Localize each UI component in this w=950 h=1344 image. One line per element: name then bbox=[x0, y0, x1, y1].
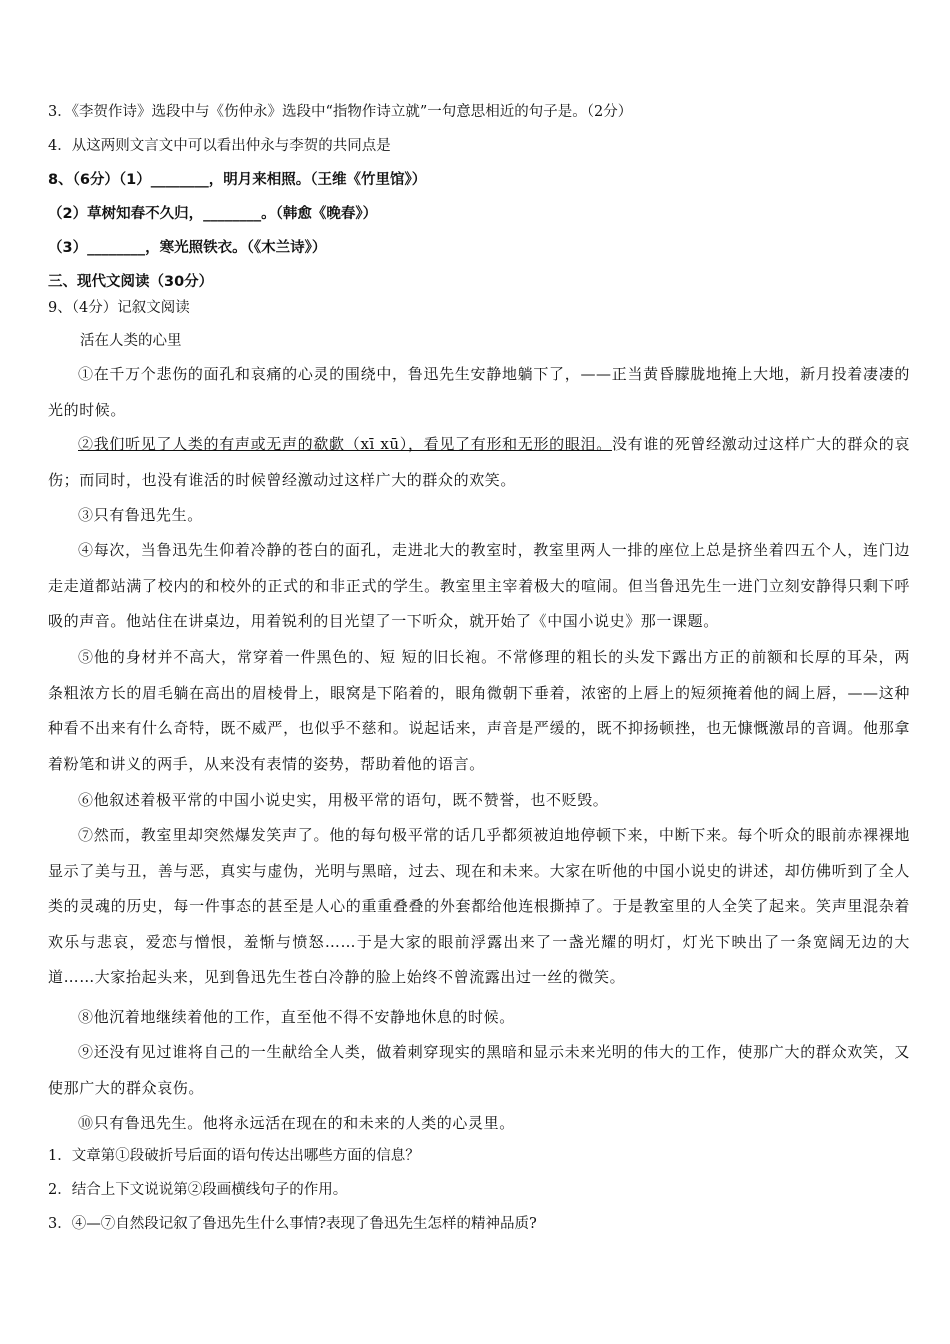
paragraph-4: ④每次，当鲁迅先生仰着冷静的苍白的面孔，走进北大的教室时，教室里两人一排的座位上总是挤坐着四五个人，连门边走走道都站满了校内的和校外的正式的和非正式的学生。教室里主宰着极大的喧闹。但当鲁迅先生一进门立刻安静得只剩下呼吸的声音。他站住在讲桌边，用着锐利的目光望了一下听众，就开始了《中国小说史》那一课题。 bbox=[48, 541, 910, 630]
paragraph-3: ③只有鲁迅先生。 bbox=[78, 506, 203, 524]
paragraph-10: ⑩只有鲁迅先生。他将永远活在现在的和未来的人类的心灵里。 bbox=[78, 1114, 515, 1132]
paragraph-2-rest: 没有谁的死曾经激动过这样广大的群众的哀伤；而同时，也没有谁活的时候曾经激动过这样广大的群众的欢笑。 bbox=[48, 435, 910, 489]
paragraph-7: ⑦然而，教室里却突然爆发笑声了。他的每句极平常的话几乎都须被迫地停顿下来，中断下来。每个听众的眼前赤裸裸地显示了美与丑，善与恶，真实与虚伪，光明与黑暗，过去、现在和未来。大家在听他的中国小说史的讲述，却仿佛听到了全人类的灵魂的历史，每一件事态的甚至是人心的重重叠叠的外套都给他连根撕掉了。于是教室里的人全笑了起来。笑声里混杂着欢乐与悲哀，爱恋与憎恨，羞惭与愤怒……于是大家的眼前浮露出来了一盏光耀的明灯，灯光下映出了一条宽阔无边的大道……大家抬起头来，见到鲁迅先生苍白冷静的脸上始终不曾流露出过一丝的微笑。 bbox=[48, 826, 910, 986]
question-8-line-1: 8、（6分）（1）________，明月来相照。（王维《竹里馆》） bbox=[48, 172, 427, 188]
question-8-line-3: （3）________，寒光照铁衣。（《木兰诗》） bbox=[48, 240, 327, 256]
paragraph-2-underlined-sentence: ②我们听见了人类的有声或无声的欷歔（xī xū），看见了有形和无形的眼泪。 bbox=[78, 435, 612, 453]
paragraph-8: ⑧他沉着地继续着他的工作，直至他不得不安静地休息的时候。 bbox=[78, 1008, 515, 1026]
paragraph-2 bbox=[48, 427, 910, 498]
question-1-bottom: 1．文章第①段破折号后面的语句传达出哪些方面的信息？ bbox=[48, 1148, 420, 1164]
question-8-line-2: （2）草树知春不久归，________。（韩愈《晚春》） bbox=[48, 206, 378, 222]
paragraph-5: ⑤他的身材并不高大，常穿着一件黑色的、短 短的旧长袍。不常修理的粗长的头发下露出方正的前额和长厚的耳朵，两条粗浓方长的眉毛躺在高出的眉棱骨上，眼窝是下陷着的，眼角微朝下垂着，浓密的上唇上的短须掩着他的阔上唇，——这种种看不出来有什么奇特，既不威严，也似乎不慈和。说起话来，声音是严缓的，既不抑扬顿挫，也无慷慨激昂的音调。他那拿着粉笔和讲义的两手，从来没有表情的姿势，帮助着他的语言。 bbox=[48, 648, 910, 773]
paragraph-6: ⑥他叙述着极平常的中国小说史实，用极平常的语句，既不赞誉，也不贬毁。 bbox=[78, 791, 609, 809]
article-title: 活在人类的心里 bbox=[80, 333, 182, 349]
question-3-bottom: 3．④—⑦自然段记叙了鲁迅先生什么事情?表现了鲁迅先生怎样的精神品质? bbox=[48, 1216, 537, 1232]
paragraph-1: ①在千万个悲伤的面孔和哀痛的心灵的围绕中，鲁迅先生安静地躺下了，——正当黄昏朦胧地掩上大地，新月投着凄凄的光的时候。 bbox=[48, 365, 910, 419]
question-3-top: 3．《李贺作诗》选段中与《伤仲永》选段中“指物作诗立就”一句意思相近的句子是。（2分） bbox=[48, 104, 633, 120]
question-9-label: 9、（4分）记叙文阅读 bbox=[48, 300, 190, 316]
question-2-bottom: 2．结合上下文说说第②段画横线句子的作用。 bbox=[48, 1182, 348, 1198]
paragraph-9: ⑨还没有见过谁将自己的一生献给全人类，做着刺穿现实的黑暗和显示未来光明的伟大的工作，使那广大的群众欢笑，又使那广大的群众哀伤。 bbox=[48, 1043, 910, 1097]
section-3-heading: 三、现代文阅读（30分） bbox=[48, 274, 214, 290]
question-4-top: 4．从这两则文言文中可以看出仲永与李贺的共同点是 bbox=[48, 138, 391, 154]
